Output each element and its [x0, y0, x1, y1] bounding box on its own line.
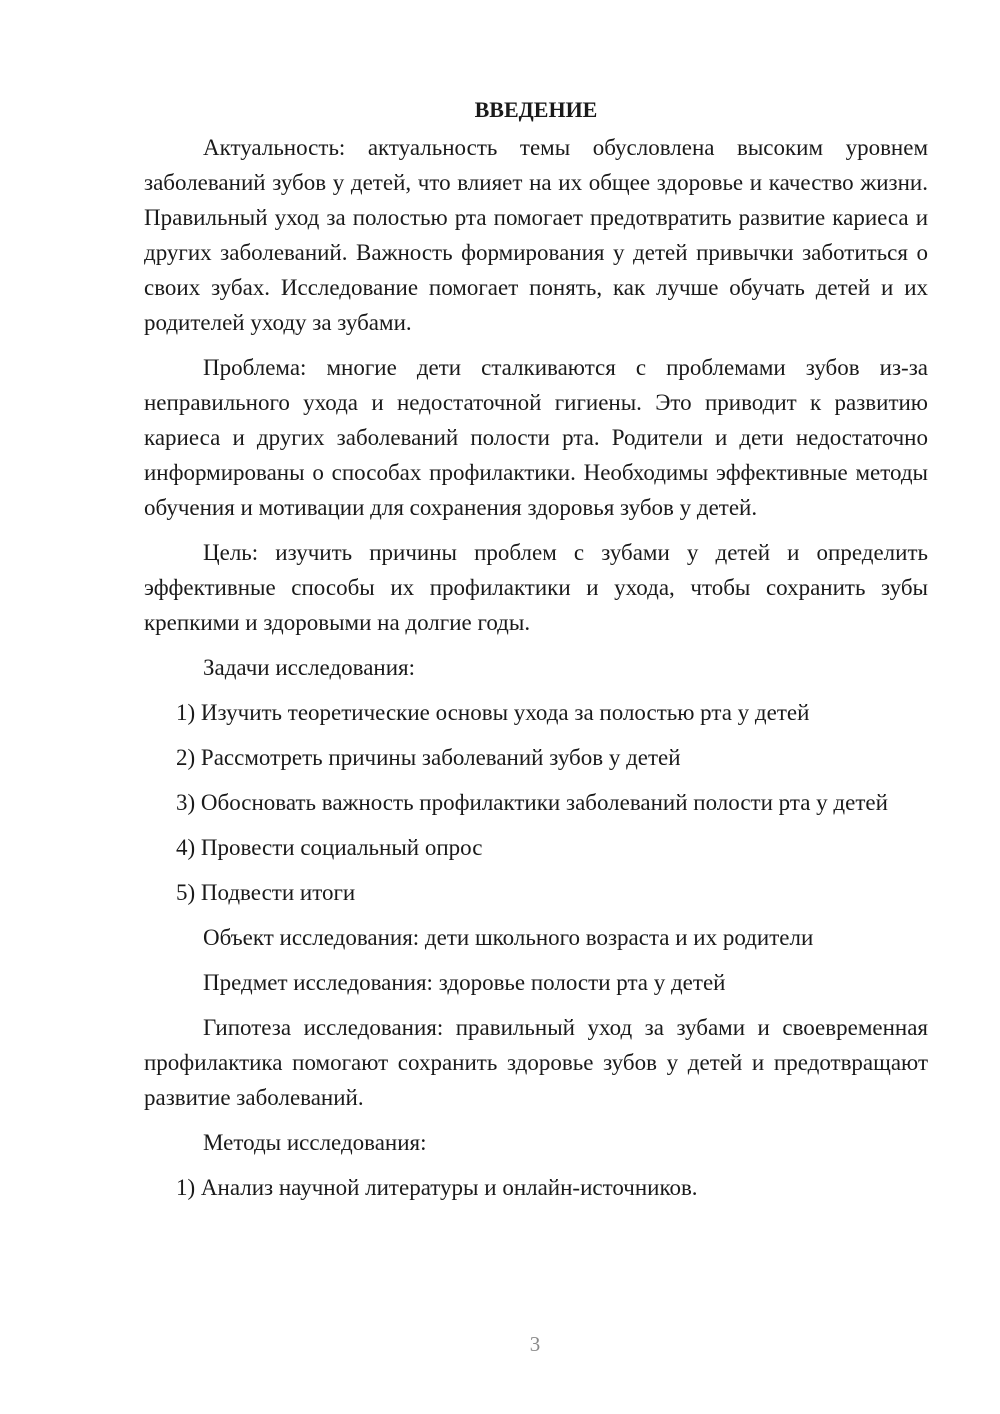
task-item-3: 3) Обосновать важность профилактики заболеваний полости рта у детей	[176, 790, 888, 815]
page-title: ВВЕДЕНИЕ	[474, 97, 598, 122]
task-item-1: 1) Изучить теоретические основы ухода за полостью рта у детей	[176, 700, 810, 725]
research-subject: Предмет исследования: здоровье полости рта у детей	[203, 970, 726, 995]
method-item-1: 1) Анализ научной литературы и онлайн-источников.	[176, 1175, 698, 1200]
hypothesis-paragraph: Гипотеза исследования: правильный уход за зубами и своевременная профилактика помогают сохранить здоровье зубов у детей и предотвращают развитие заболеваний.	[144, 1015, 928, 1110]
task-item-4: 4) Провести социальный опрос	[176, 835, 483, 860]
relevance-paragraph: Актуальность: актуальность темы обусловлена высоким уровнем заболеваний зубов у детей, что влияет на их общее здоровье и качество жизни. Правильный уход за полостью рта помогает предотвратить развитие кариеса и других заболеваний. Важность формирования у детей привычки заботиться о своих зубах. Исследование помогает понять, как лучше обучать детей и их родителей уходу за зубами.	[144, 135, 928, 335]
page-number: 3	[529, 1332, 541, 1356]
tasks-heading: Задачи исследования:	[203, 655, 416, 680]
research-object: Объект исследования: дети школьного возраста и их родители	[203, 925, 814, 950]
page-content	[144, 92, 928, 1215]
problem-paragraph: Проблема: многие дети сталкиваются с проблемами зубов из-за неправильного ухода и недостаточной гигиены. Это приводит к развитию кариеса и других заболеваний полости рта. Родители и дети недостаточно информированы о способах профилактики. Необходимы эффективные методы обучения и мотивации для сохранения здоровья зубов у детей.	[144, 355, 928, 520]
goal-paragraph: Цель: изучить причины проблем с зубами у детей и определить эффективные способы их профилактики и ухода, чтобы сохранить зубы крепкими и здоровыми на долгие годы.	[144, 540, 928, 635]
task-item-5: 5) Подвести итоги	[176, 880, 356, 905]
task-item-2: 2) Рассмотреть причины заболеваний зубов у детей	[176, 745, 681, 770]
methods-heading: Методы исследования:	[203, 1130, 427, 1155]
